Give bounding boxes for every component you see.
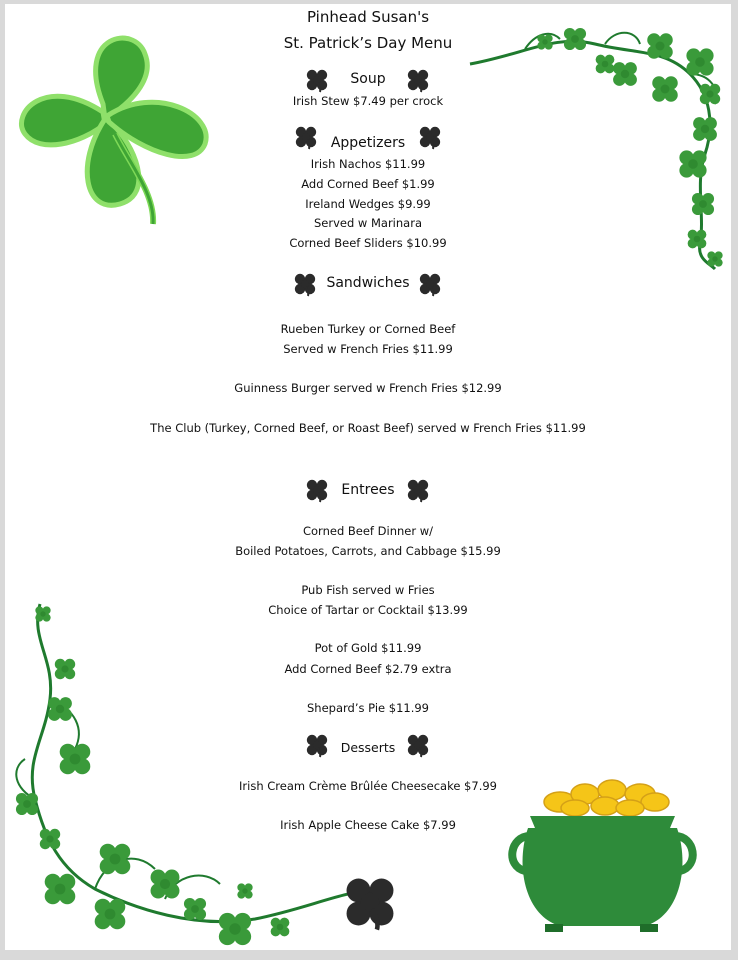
shamrock-icon bbox=[403, 730, 433, 760]
section-heading-entrees: Entrees bbox=[341, 482, 395, 498]
menu-item: Pub Fish served w Fries bbox=[301, 583, 435, 597]
menu-title-event: St. Patrick’s Day Menu bbox=[283, 34, 453, 52]
menu-title-restaurant: Pinhead Susan's bbox=[306, 8, 430, 26]
menu-item: Irish Apple Cheese Cake $7.99 bbox=[280, 818, 456, 832]
section-heading-desserts: Desserts bbox=[340, 740, 396, 755]
menu-item: Corned Beef Sliders $10.99 bbox=[289, 236, 447, 250]
section-heading-soup: Soup bbox=[350, 71, 386, 87]
menu-item: Rueben Turkey or Corned Beef bbox=[280, 322, 456, 336]
menu-item: Boiled Potatoes, Carrots, and Cabbage $15.99 bbox=[235, 544, 501, 558]
pot-of-gold-icon bbox=[500, 776, 700, 936]
shamrock-icon bbox=[415, 122, 445, 152]
menu-item: Irish Cream Crème Brûlée Cheesecake $7.99 bbox=[239, 779, 497, 793]
section-heading-sandwiches: Sandwiches bbox=[326, 275, 410, 291]
menu-page bbox=[5, 4, 731, 950]
menu-item: Served w French Fries $11.99 bbox=[283, 342, 453, 356]
shamrock-icon bbox=[415, 269, 445, 299]
shamrock-icon bbox=[403, 475, 433, 505]
menu-item: Pot of Gold $11.99 bbox=[314, 641, 422, 655]
menu-item: Ireland Wedges $9.99 bbox=[305, 197, 431, 211]
menu-item: Served w Marinara bbox=[313, 216, 422, 230]
shamrock-icon bbox=[403, 65, 433, 95]
menu-item: Corned Beef Dinner w/ bbox=[302, 524, 434, 538]
menu-item: The Club (Turkey, Corned Beef, or Roast Beef) served w French Fries $11.99 bbox=[150, 421, 586, 435]
menu-item: Guinness Burger served w French Fries $12.99 bbox=[234, 381, 502, 395]
menu-item: Choice of Tartar or Cocktail $13.99 bbox=[268, 603, 468, 617]
menu-item: Add Corned Beef $1.99 bbox=[301, 177, 435, 191]
menu-item: Irish Nachos $11.99 bbox=[310, 157, 426, 171]
section-heading-appetizers: Appetizers bbox=[330, 135, 406, 151]
menu-item: Add Corned Beef $2.79 extra bbox=[284, 662, 452, 676]
menu-item: Shepard’s Pie $11.99 bbox=[307, 701, 429, 715]
menu-item: Irish Stew $7.49 per crock bbox=[292, 94, 444, 108]
